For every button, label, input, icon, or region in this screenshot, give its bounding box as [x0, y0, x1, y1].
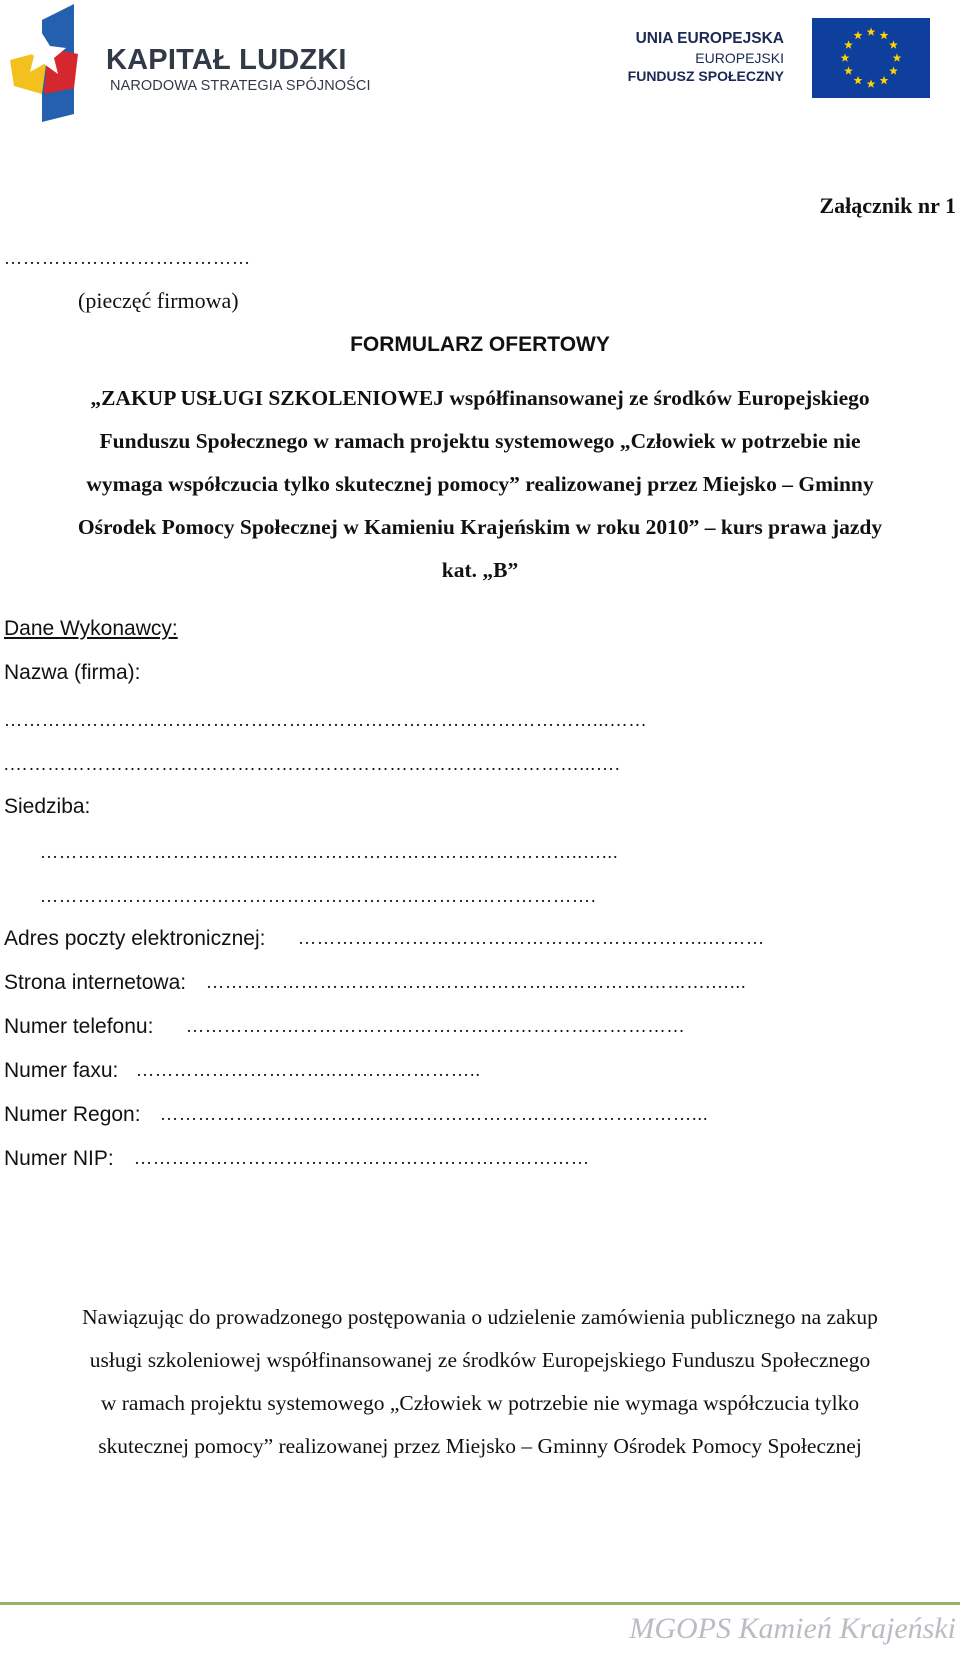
ue-line-3: FUNDUSZ SPOŁECZNY [627, 68, 784, 84]
email-field[interactable]: ………………………………………………………..……… [298, 928, 765, 948]
subject-title-line-4: Ośrodek Pomocy Społecznej w Kamieniu Krajeńskim w roku 2010” – kurs prawa jazdy [77, 515, 883, 539]
ue-line-1: UNIA EUROPEJSKA [635, 30, 784, 47]
nip-field[interactable]: ……………………………………………………………… [134, 1148, 590, 1168]
intro-paragraph-line-3: w ramach projektu systemowego „Człowiek w potrzebie nie wymaga współczucia tylko [100, 1391, 860, 1415]
intro-paragraph-line-1: Nawiązując do prowadzonego postępowania o udzielenie zamówienia publicznego na zakup [82, 1305, 878, 1329]
stamp-label: (pieczęć firmowa) [78, 288, 239, 313]
annex-label: Załącznik nr 1 [819, 193, 956, 218]
name-field-line-1[interactable]: …………………………………………………………………………………...…… [4, 710, 648, 730]
seat-field-line-2[interactable]: ……………………………………………………………………………. [40, 886, 597, 906]
subject-title-line-3: wymaga współczucia tylko skutecznej pomocy” realizowanej przez Miejsko – Gminny [86, 472, 874, 496]
seat-label: Siedziba: [4, 795, 91, 818]
intro-paragraph [10, 1296, 950, 1468]
ue-line-2: EUROPEJSKI [695, 50, 784, 66]
name-label: Nazwa (firma): [4, 661, 141, 684]
www-field[interactable]: …………………………………………………………….……….…... [206, 972, 747, 992]
subject-title-line-2: Funduszu Społecznego w ramach projektu systemowego „Człowiek w potrzebie nie [99, 429, 861, 453]
seat-field-line-1[interactable]: …………………………………………………………………………..…... [40, 842, 619, 862]
kapital-ludzki-subtitle: NARODOWA STRATEGIA SPÓJNOŚCI [110, 78, 371, 94]
footer-divider [0, 1602, 960, 1605]
name-field-line-2[interactable]: .………………………………………………………………………………...…. [4, 754, 621, 774]
email-label: Adres poczty elektronicznej: [4, 927, 266, 950]
nip-label: Numer NIP: [4, 1147, 114, 1170]
www-label: Strona internetowa: [4, 971, 187, 994]
contractor-heading: Dane Wykonawcy: [4, 617, 178, 640]
eu-flag-icon [812, 18, 930, 98]
regon-field[interactable]: …………………………………………………………………………... [160, 1104, 709, 1124]
kapital-ludzki-title: KAPITAŁ LUDZKI [106, 44, 347, 76]
fax-label: Numer faxu: [4, 1059, 119, 1082]
fax-field[interactable]: …………………………..………………….. [136, 1060, 481, 1080]
subject-title [4, 377, 956, 592]
phone-field[interactable]: …………………………………………….……………………… [186, 1016, 686, 1036]
footer-text: MGOPS Kamień Krajeński [629, 1612, 956, 1645]
intro-paragraph-line-2: usługi szkoleniowej współfinansowanej ze środków Europejskiego Funduszu Społecznego [89, 1348, 871, 1372]
phone-label: Numer telefonu: [4, 1015, 154, 1038]
intro-paragraph-line-4: skutecznej pomocy” realizowanej przez Miejsko – Gminny Ośrodek Pomocy Społecznej [98, 1434, 862, 1458]
kapital-ludzki-emblem-icon [4, 2, 114, 122]
regon-label: Numer Regon: [4, 1103, 141, 1126]
form-title: FORMULARZ OFERTOWY [350, 333, 610, 356]
subject-title-line-1: „ZAKUP USŁUGI SZKOLENIOWEJ współfinansowanej ze środków Europejskiego [90, 386, 870, 410]
stamp-dots: ………………………………… [4, 248, 251, 268]
subject-title-line-5: kat. „B” [441, 558, 519, 582]
